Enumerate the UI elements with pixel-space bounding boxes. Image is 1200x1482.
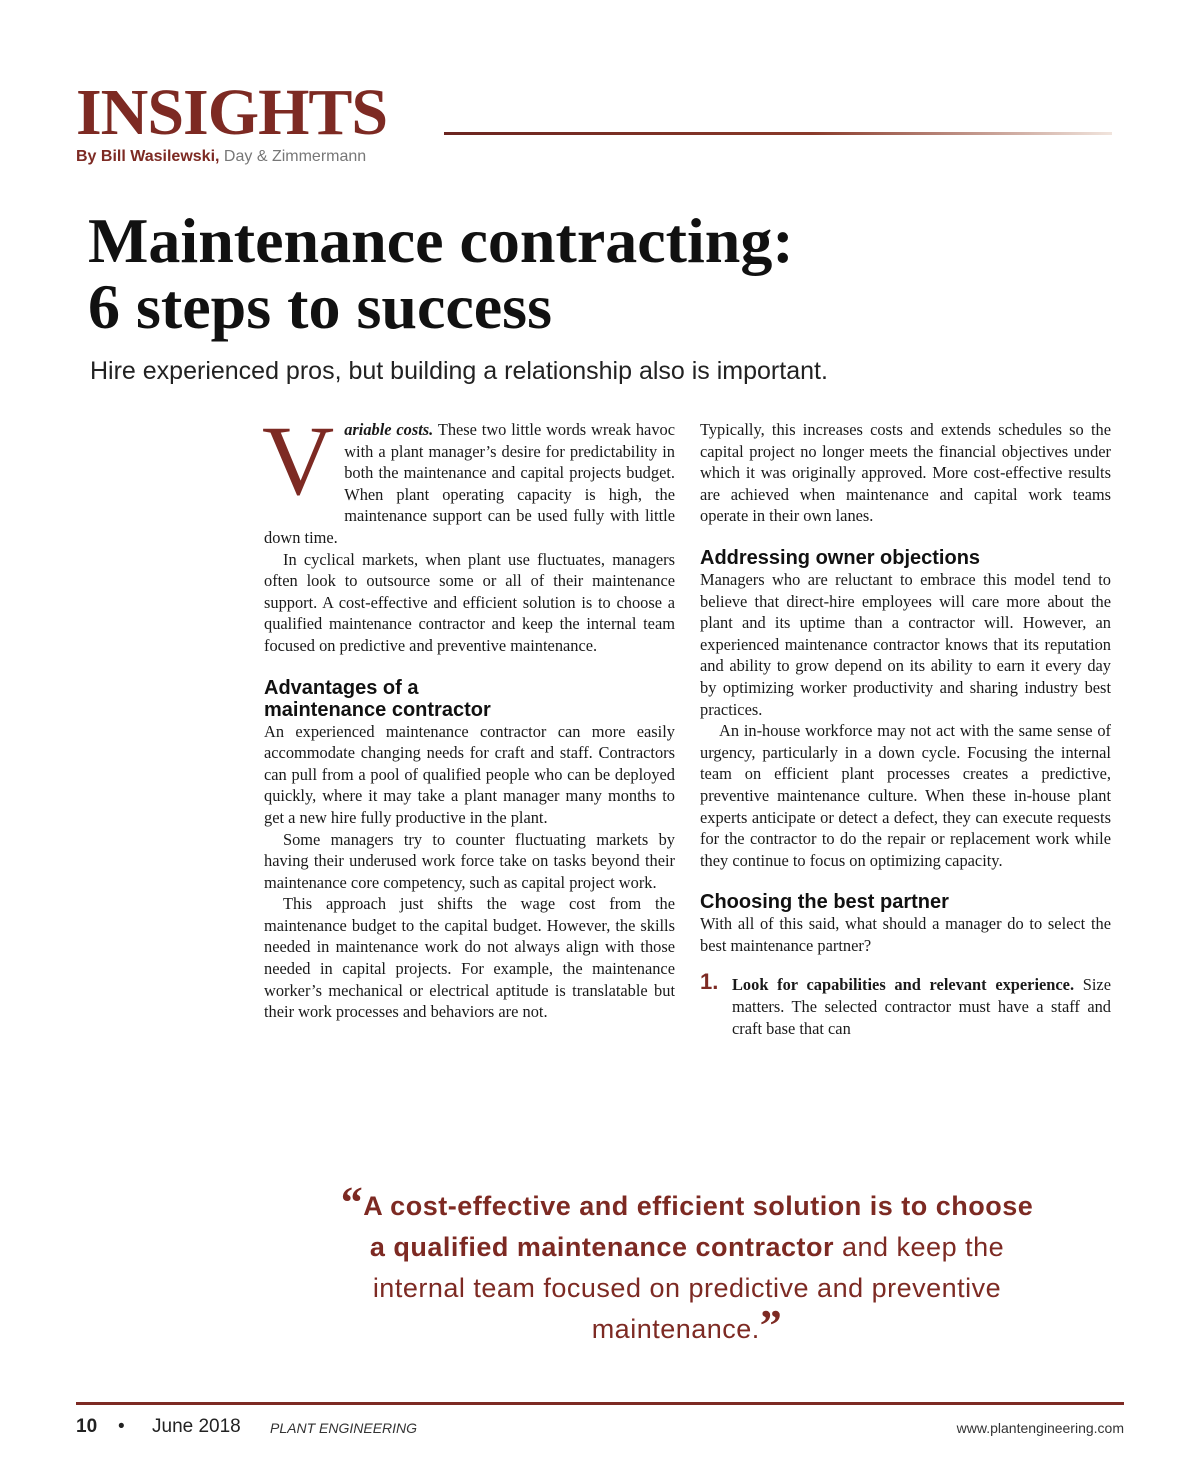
issue-date: June 2018 — [152, 1416, 241, 1437]
section-rule — [444, 132, 1112, 135]
section-title: INSIGHTS — [76, 76, 388, 149]
pull-quote-regular: and keep the internal team focused on predictive and preventive maintenance. — [372, 1232, 1005, 1344]
subhead-advantages-line-2: maintenance contractor — [264, 698, 491, 721]
paragraph: In cyclical markets, when plant use fluctuates, managers often look to outsource some or all of their maintenance support. A cost-effective and efficient solution is to choose a qualified maintenance contractor and keep the internal team focused on predictive and preventive maintenance. — [264, 549, 675, 655]
paragraph: Managers who are reluctant to embrace this model tend to believe that direct-hire employees will care more about the plant and its uptime than a contractor will. However, an experienced maintenance contractor knows that its reputation and ability to grow depend on its ability to earn it every day by optimizing worker productivity and sharing industry best practices. — [700, 569, 1111, 719]
subhead-advantages — [264, 677, 675, 721]
paragraph: An in-house workforce may not act with the same sense of urgency, particularly in a down cycle. Focusing the internal team on efficient plant processes creates a predictive, preventive maintenance culture. When these in-house plant experts anticipate or detect a defect, they can execute requests for the contractor to do the repair or replacement work while they continue to focus on optimizing capacity. — [700, 721, 1111, 870]
subhead-objections: Addressing owner objections — [700, 546, 981, 569]
open-quote-mark: “ — [340, 1178, 364, 1227]
website-link[interactable]: www.plantengineering.com — [956, 1420, 1124, 1436]
page-number: 10 — [76, 1416, 98, 1437]
headline-line-2: 6 steps to success — [88, 271, 552, 342]
footer-bullet: • — [118, 1416, 125, 1437]
drop-cap: V — [262, 405, 335, 516]
paragraph: This approach just shifts the wage cost from the maintenance budget to the capital budget. However, the skills needed in maintenance work do not always align with those needed in capital projects. For example, the maintenance worker’s mechanical or electrical aptitude is translatable but their work processes and behaviors are not. — [264, 894, 675, 1022]
lead-phrase: ariable costs. — [344, 420, 434, 439]
byline — [76, 147, 366, 167]
deck: Hire experienced pros, but building a relationship also is important. — [90, 357, 828, 385]
paragraph-intro-text: These two little words wreak havoc with a plant manager’s desire for predictability in both the maintenance and capital projects budget. When plant operating capacity is high, the maintenance support can be used fully with little down time. — [264, 420, 675, 547]
headline — [88, 205, 1128, 342]
footer-rule — [76, 1402, 1124, 1405]
article-column-left — [262, 405, 675, 1023]
pull-quote — [340, 1178, 1034, 1350]
numbered-step-1 — [700, 969, 1111, 1039]
close-quote-mark: ” — [759, 1301, 783, 1350]
byline-org: Day & Zimmermann — [223, 148, 367, 165]
article-column-right — [700, 419, 1111, 1039]
step-lead: Look for capabilities and relevant experience. — [732, 975, 1075, 995]
headline-line-1: Maintenance contracting: — [88, 205, 794, 276]
step-text: Size matters. The selected contractor must have a staff and craft base that can — [732, 975, 1111, 1038]
paragraph: An experienced maintenance contractor can more easily accommodate changing needs for craft and staff. Contractors can pull from a pool of qualified people who can be deployed quickly, where it may take a plant manager many months to get a new hire fully productive in the plant. — [264, 721, 675, 827]
paragraph-intro — [262, 405, 675, 549]
byline-author: By Bill Wasilewski, — [76, 148, 220, 165]
paragraph: Typically, this increases costs and extends schedules so the capital project no longer meets the financial objectives under which it was originally approved. More cost-effective results are achieved when maintenance and capital work teams operate in their own lanes. — [700, 420, 1111, 526]
paragraph: Some managers try to counter fluctuating markets by having their underused work force take on tasks beyond their maintenance core competency, such as capital project work. — [264, 829, 675, 892]
step-number: 1. — [700, 969, 719, 995]
paragraph: With all of this said, what should a manager do to select the best maintenance partner? — [700, 914, 1111, 955]
publication-name: PLANT ENGINEERING — [270, 1420, 418, 1436]
subhead-advantages-line-1: Advantages of a — [264, 676, 419, 699]
section-header — [76, 76, 1116, 149]
page-footer — [76, 1416, 1124, 1440]
subhead-partner: Choosing the best partner — [700, 891, 949, 914]
pull-quote-bold: A cost-effective and efficient solution is to choose a qualified maintenance contractor — [363, 1191, 1034, 1262]
